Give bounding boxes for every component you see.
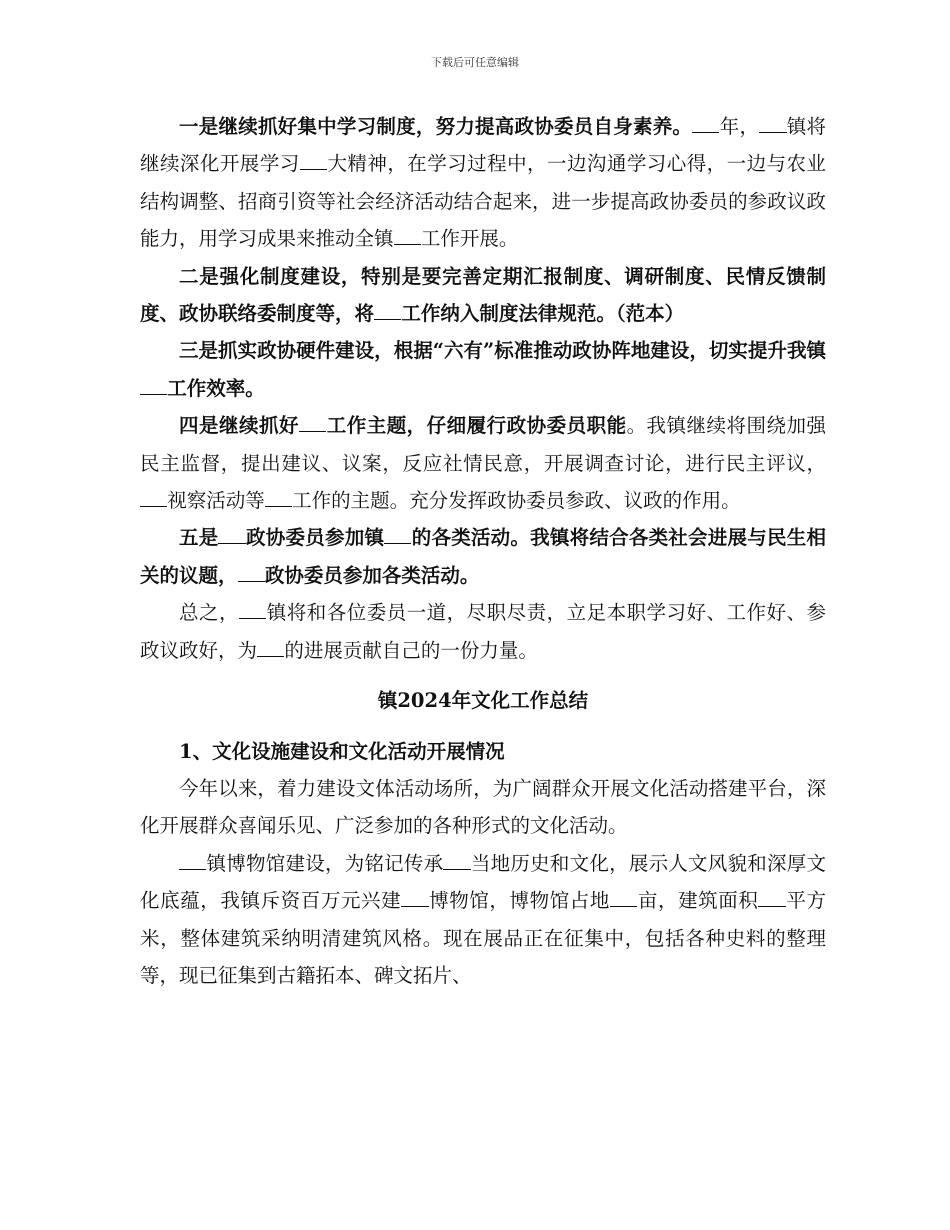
blank-underline	[758, 889, 785, 908]
text-run: 工作效率。	[167, 376, 265, 400]
blank-underline	[443, 851, 470, 870]
paragraph	[140, 108, 826, 258]
paragraph	[140, 845, 826, 995]
paragraph	[140, 332, 826, 407]
text-run: 博物馆，博物馆占地	[428, 889, 610, 913]
blank-underline	[300, 152, 327, 171]
text-run: 镇将继续深化开展学习	[140, 115, 826, 176]
blank-underline	[374, 301, 401, 320]
blank-underline	[238, 563, 265, 582]
text-run: 镇2024年文化工作总结	[377, 689, 589, 713]
text-run: 四是继续抓好	[179, 414, 299, 438]
text-run: 年，	[719, 115, 760, 138]
text-run: 政协委员参加镇	[245, 526, 385, 550]
text-run: 总之，	[179, 601, 239, 625]
text-run: 三是抓实政协硬件建设，根据“六有”标准推动政协阵地建设，切实提升我镇	[179, 339, 826, 363]
text-run: 大精神，在学习过程中，一边沟通学习心得，一边与农业结构调整、招商引资等社会经济活动结合起来，进一步提高政协委员的参政议政能力，用学习成果来推动全镇	[140, 152, 826, 251]
paragraph	[140, 258, 826, 333]
text-run: 平方米，整体建筑采纳明清建筑风格。现在展品正在征集中，包括各种史料的整理等，现已征集到古籍拓本、碑文拓片、	[140, 889, 826, 987]
paragraph	[140, 594, 826, 669]
paragraph	[140, 407, 826, 519]
section-title	[140, 682, 826, 719]
page-header: 下载后可任意编辑	[431, 56, 519, 69]
text-run: 亩，建筑面积	[637, 889, 759, 913]
text-run: 工作纳入制度法律规范。（范本）	[401, 302, 685, 326]
document-body	[140, 108, 826, 994]
text-run: 视察活动等	[167, 489, 265, 513]
blank-underline	[140, 376, 167, 395]
paragraph	[140, 733, 826, 770]
blank-underline	[299, 414, 326, 433]
blank-underline	[692, 114, 719, 133]
text-run: 政协委员参加各类活动。	[264, 563, 480, 587]
blank-underline	[257, 638, 284, 657]
text-run: 镇博物馆建设，为铭记传承	[206, 851, 444, 875]
blank-underline	[384, 526, 411, 545]
text-run: 镇将和各位委员一道，尽职尽责，立足本职学习好、工作好、参政议政好，为	[140, 601, 826, 662]
text-run: 的各类活动。我镇将结合各类社会进展与民生相关的议题，	[140, 526, 826, 587]
paragraph	[140, 519, 826, 594]
blank-underline	[140, 489, 167, 508]
blank-underline	[265, 489, 292, 508]
text-run: 。我镇继续将围绕加强民主监督，提出建议、议案，反应社情民意，开展调查讨论，进行民主评议，	[140, 414, 826, 475]
text-run: 工作的主题。充分发挥政协委员参政、议政的作用。	[292, 489, 741, 513]
paragraph	[140, 770, 826, 845]
text-run: 五是	[179, 526, 219, 550]
text-run: 工作开展。	[420, 227, 519, 251]
blank-underline	[759, 114, 786, 133]
text-run: 二是强化制度建设，特别是要完善定期汇报制度、调研制度、民情反馈制度、政协联络委制度等，将	[140, 264, 826, 326]
text-run: 工作主题，仔细履行政协委员职能	[326, 414, 627, 438]
blank-underline	[401, 889, 428, 908]
blank-underline	[394, 227, 421, 246]
text-run: 当地历史和文化，展示人文风貌和深厚文化底蕴，我镇斥资百万元兴建	[140, 851, 826, 913]
blank-underline	[179, 851, 206, 870]
blank-underline	[239, 601, 266, 620]
text-run: 一是继续抓好集中学习制度，努力提高政协委员自身素养。	[179, 115, 693, 138]
blank-underline	[610, 889, 637, 908]
text-run: 1、文化设施建设和文化活动开展情况	[179, 739, 505, 763]
text-run: 的进展贡献自己的一份力量。	[284, 638, 538, 662]
blank-underline	[218, 526, 245, 545]
text-run: 今年以来，着力建设文体活动场所，为广阔群众开展文化活动搭建平台，深化开展群众喜闻乐见、广泛参加的各种形式的文化活动。	[140, 776, 826, 838]
